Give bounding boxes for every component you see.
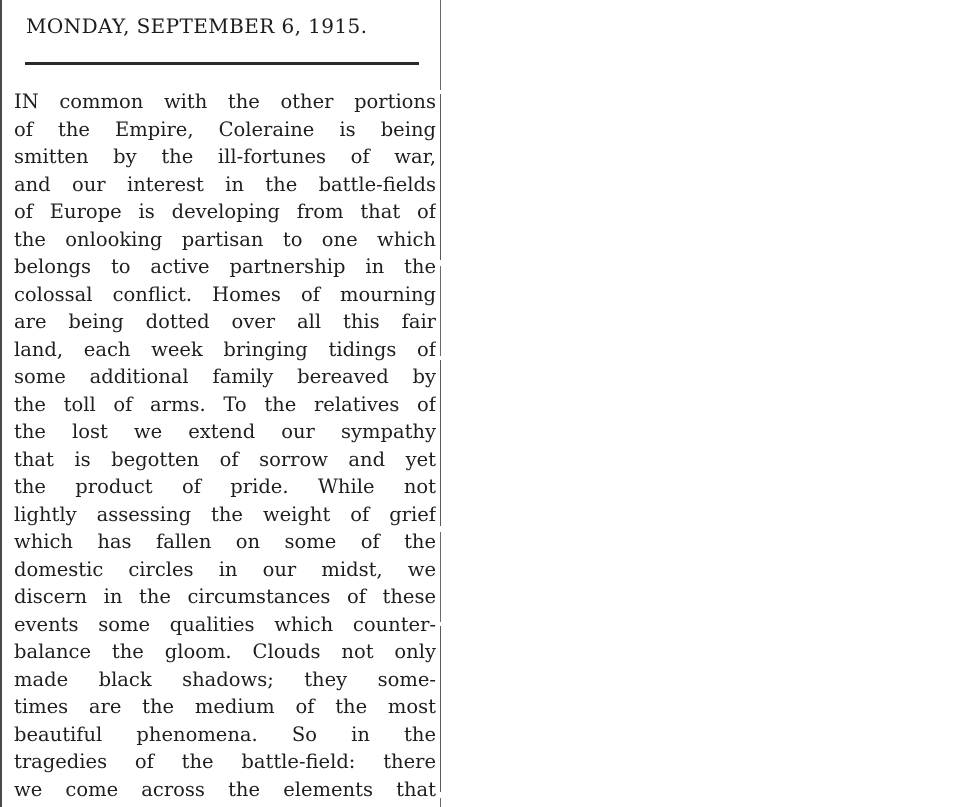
article-line: IN common with the other portions bbox=[14, 90, 436, 113]
article-line: which has fallen on some of the bbox=[14, 530, 436, 553]
article-line: lightly assessing the weight of grief bbox=[14, 502, 436, 526]
column-rule bbox=[440, 0, 441, 807]
dateline-rule bbox=[25, 62, 419, 65]
article-line: the lost we extend our sympathy bbox=[14, 420, 436, 443]
article-line: times are the medium of the most bbox=[14, 695, 436, 718]
article-line: the product of pride. While not bbox=[14, 475, 436, 498]
article-line: smitten by the ill-fortunes of war, bbox=[14, 145, 436, 168]
article-line: tragedies of the battle-field: there bbox=[14, 750, 436, 773]
article-line: balance the gloom. Clouds not only bbox=[14, 640, 436, 663]
editorial-article bbox=[14, 88, 436, 803]
article-line: made black shadows; they some- bbox=[14, 667, 436, 691]
dateline: MONDAY, SEPTEMBER 6, 1915. bbox=[26, 14, 368, 38]
article-line: land, each week bringing tidings of bbox=[14, 337, 436, 361]
article-line: of Europe is developing from that of bbox=[14, 200, 436, 223]
article-line: the toll of arms. To the relatives of bbox=[14, 392, 436, 416]
article-line: beautiful phenomena. So in the bbox=[14, 722, 436, 746]
article-line: events some qualities which counter- bbox=[14, 612, 436, 636]
article-line: the onlooking partisan to one which bbox=[14, 227, 436, 251]
article-line: some additional family bereaved by bbox=[14, 365, 436, 388]
article-line: colossal conflict. Homes of mourning bbox=[14, 282, 436, 306]
article-line: belongs to active partnership in the bbox=[14, 255, 436, 278]
article-line: and our interest in the battle-fields bbox=[14, 172, 436, 196]
article-line: domestic circles in our midst, we bbox=[14, 557, 436, 581]
newspaper-column bbox=[0, 0, 442, 807]
article-line: of the Empire, Coleraine is being bbox=[14, 117, 436, 141]
article-line: that is begotten of sorrow and yet bbox=[14, 447, 436, 471]
article-line: are being dotted over all this fair bbox=[14, 310, 436, 333]
article-line: we come across the elements that bbox=[14, 777, 436, 801]
article-line: discern in the circumstances of these bbox=[14, 585, 436, 608]
